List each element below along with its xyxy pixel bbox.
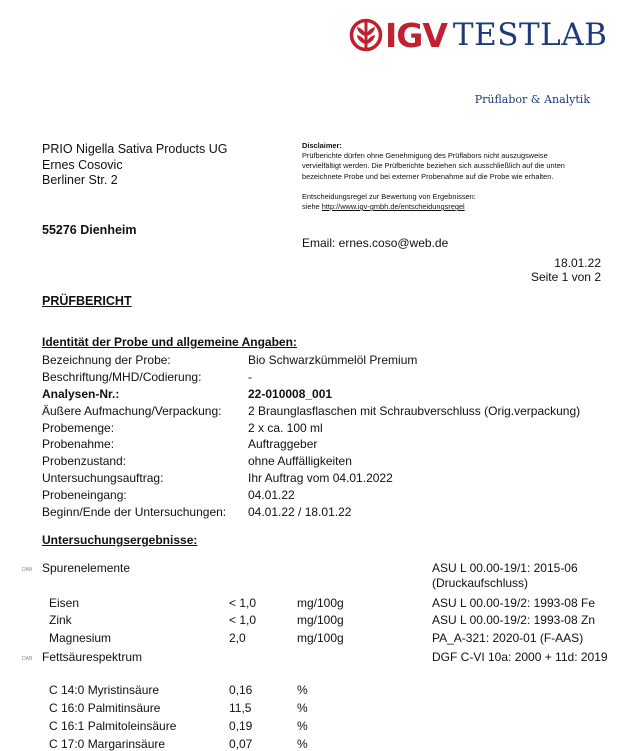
igv-testlab-logo — [349, 15, 608, 55]
info-value: ohne Auffälligkeiten — [248, 454, 352, 469]
disclaimer-line: bezeichnete Probe und bei externer Probenahme auf die Probe wie erhalten. — [302, 171, 554, 181]
fatty-acid-unit: % — [297, 737, 308, 751]
info-value: 04.01.22 — [248, 488, 295, 503]
lab-subtitle: Prüflabor & Analytik — [474, 93, 590, 106]
info-label: Beginn/Ende der Untersuchungen: — [42, 505, 227, 520]
info-row — [42, 470, 580, 487]
info-row — [42, 436, 580, 453]
logo-testlab-text: TESTLAB — [452, 16, 608, 53]
trace-elements-method: ASU L 00.00-19/1: 2015-06 (Druckaufschluss) — [432, 561, 578, 590]
result-value: < 1,0 — [229, 596, 257, 610]
result-method: ASU L 00.00-19/2: 1993-08 Zn — [432, 613, 595, 627]
info-label: Probenzustand: — [42, 454, 127, 469]
fatty-acid-name: C 14:0 Myristinsäure — [49, 683, 160, 697]
fatty-acid-unit: % — [297, 683, 308, 697]
info-label: Beschriftung/MHD/Codierung: — [42, 369, 202, 384]
result-method: PA_A-321: 2020-01 (F-AAS) — [432, 631, 584, 645]
info-value: Auftraggeber — [248, 437, 318, 452]
result-name: Zink — [49, 613, 72, 627]
recipient-street: Berliner Str. 2 — [42, 173, 118, 187]
fatty-acid-name: C 16:0 Palmitinsäure — [49, 701, 161, 715]
disclaimer-line: vervielfältigt werden. Die Prüfberichte beziehen sich ausschließlich auf die unten — [302, 161, 565, 171]
info-label: Probeneingang: — [42, 488, 127, 503]
fatty-acid-row — [49, 737, 308, 751]
result-row — [49, 631, 344, 645]
info-row — [42, 386, 580, 403]
info-value: Bio Schwarzkümmelöl Premium — [248, 353, 418, 367]
info-label: Probenahme: — [42, 437, 115, 452]
recipient-name: Ernes Cosovic — [42, 157, 123, 172]
info-value: - — [248, 369, 252, 384]
disclaimer-block — [302, 141, 612, 212]
results-heading: Untersuchungsergebnisse: — [42, 533, 198, 547]
info-value: 2 x ca. 100 ml — [248, 420, 323, 435]
result-method: ASU L 00.00-19/2: 1993-08 Fe — [432, 596, 595, 610]
fatty-acid-value: 0,07 — [229, 737, 253, 751]
bullet-icon: DAB — [22, 567, 33, 573]
info-value: 2 Braunglasflaschen mit Schraubverschluss (Orig.verpackung) — [248, 403, 581, 418]
fatty-acid-title: Fettsäurespektrum — [42, 650, 143, 664]
recipient-company: PRIO Nigella Sativa Products UG — [42, 142, 228, 156]
decision-rule-link[interactable]: http://www.igv-gmbh.de/entscheidungsregel — [321, 202, 465, 212]
sample-info-table — [42, 352, 580, 521]
info-row — [42, 487, 580, 504]
identity-heading: Identität der Probe und allgemeine Angaben: — [42, 335, 297, 349]
fatty-acid-row — [49, 719, 308, 733]
result-unit: mg/100g — [297, 631, 344, 645]
result-unit: mg/100g — [297, 613, 344, 627]
fatty-acid-value: 0,16 — [229, 683, 253, 697]
info-value: 04.01.22 / 18.01.22 — [248, 505, 352, 520]
result-name: Eisen — [49, 596, 80, 610]
disclaimer-title: Disclaimer: — [302, 141, 342, 150]
info-label: Äußere Aufmachung/Verpackung: — [42, 403, 222, 418]
info-row — [42, 369, 580, 386]
bullet-icon: DAB — [22, 656, 33, 662]
fatty-acid-unit: % — [297, 701, 308, 715]
recipient-city: 55276 Dienheim — [42, 223, 137, 237]
fatty-acid-name: C 16:1 Palmitoleinsäure — [49, 719, 177, 733]
trace-elements-title: Spurenelemente — [42, 561, 131, 575]
result-value: < 1,0 — [229, 613, 257, 627]
wheat-leaf-logo-icon — [349, 18, 383, 52]
logo-igv-text: IGV — [385, 15, 447, 55]
info-label: Untersuchungsauftrag: — [42, 471, 164, 486]
page-number: Seite 1 von 2 — [530, 270, 601, 284]
decision-rule-prefix: siehe — [302, 202, 320, 212]
info-label: Analysen-Nr.: — [42, 386, 120, 401]
contact-email: Email: ernes.coso@web.de — [302, 236, 449, 250]
info-value: 22-010008_001 — [248, 386, 333, 401]
info-row — [42, 403, 580, 420]
result-value: 2,0 — [229, 631, 246, 645]
decision-rule-label: Entscheidungsregel zur Bewertung von Ergebnissen: — [302, 191, 476, 201]
result-row — [49, 613, 344, 627]
report-date-block — [531, 256, 601, 284]
recipient-address — [42, 142, 228, 189]
info-row — [42, 453, 580, 470]
result-name: Magnesium — [49, 631, 112, 645]
result-row — [49, 596, 344, 610]
fatty-acid-method: DGF C-VI 10a: 2000 + 11d: 2019 — [432, 650, 608, 664]
fatty-acid-value: 11,5 — [229, 701, 252, 715]
disclaimer-line: Prüfberichte dürfen ohne Genehmigung des Prüflabors nicht auszugsweise — [302, 151, 548, 161]
fatty-acid-value: 0,19 — [229, 719, 253, 733]
info-label: Probemenge: — [42, 420, 115, 435]
info-row — [42, 504, 580, 521]
report-title: PRÜFBERICHT — [42, 294, 132, 308]
fatty-acid-unit: % — [297, 719, 308, 733]
result-unit: mg/100g — [297, 596, 344, 610]
info-row — [42, 420, 580, 437]
info-label: Bezeichnung der Probe: — [42, 353, 171, 367]
info-row — [42, 352, 580, 369]
report-date: 18.01.22 — [554, 256, 601, 270]
fatty-acid-name: C 17:0 Margarinsäure — [49, 737, 166, 751]
fatty-acid-row — [49, 701, 308, 715]
info-value: Ihr Auftrag vom 04.01.2022 — [248, 471, 393, 486]
fatty-acid-row — [49, 683, 308, 697]
